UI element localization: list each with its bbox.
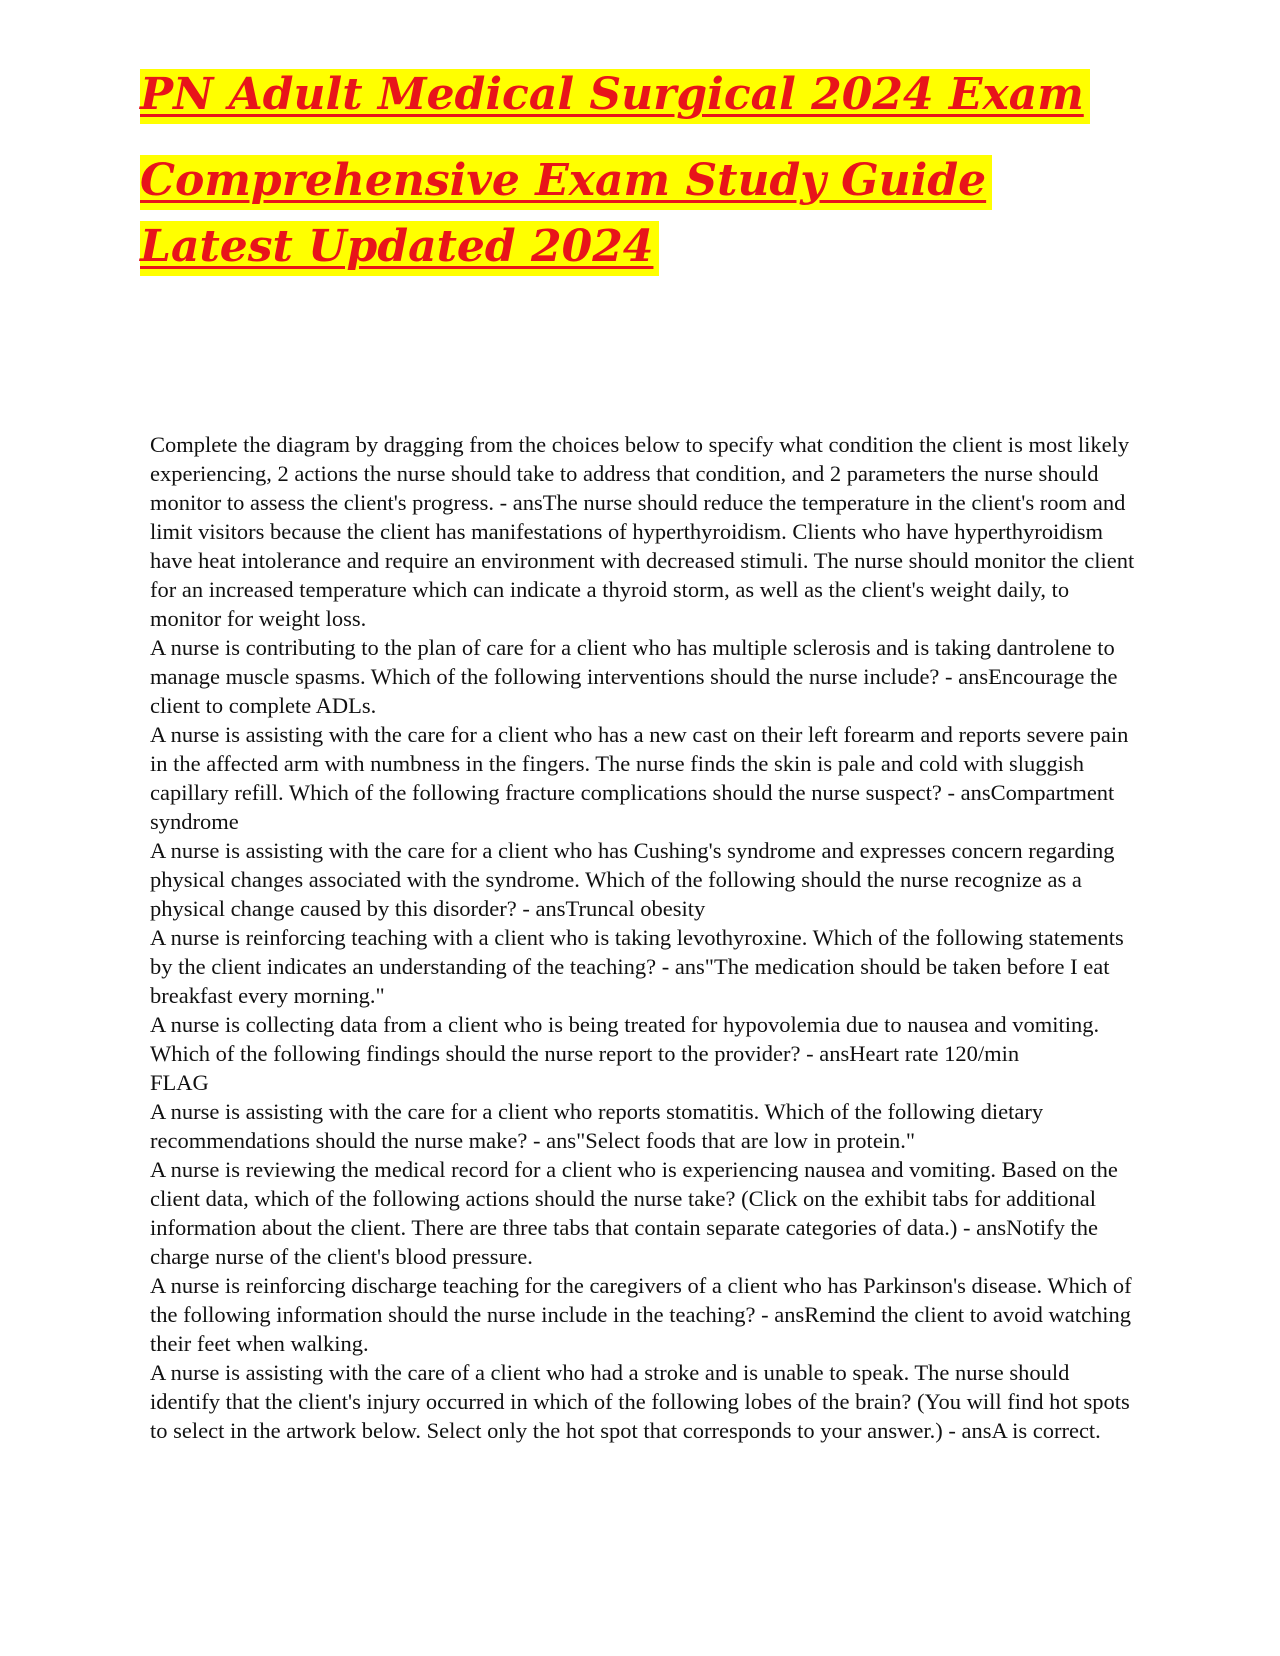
paragraph-stomatitis: A nurse is assisting with the care for a client who reports stomatitis. Which of the following dietary recommendations should the nurse make? - ans"Select foods that are low in protein." — [150, 1099, 1044, 1153]
document-title — [140, 70, 1140, 120]
paragraph-hyperthyroidism: Complete the diagram by dragging from the choices below to specify what condition the client is most likely experiencing, 2 actions the nurse should take to address that condition, and 2 parameters the nurse should monitor to assess the client's progress. - ansThe nurse should reduce the temperature in the client's room and limit visitors because the client has manifestations of hyperthyroidism. Clients who have hyperthyroidism have heat intolerance and require an environment with decreased stimuli. The nurse should monitor the client for an increased temperature which can indicate a thyroid storm, as well as the client's weight daily, to monitor for weight loss. — [150, 432, 1135, 631]
paragraph-cushings: A nurse is assisting with the care for a client who has Cushing's syndrome and expresses concern regarding physical changes associated with the syndrome. Which of the following should the nurse recognize as a physical change caused by this disorder? - ansTruncal obesity — [150, 838, 1115, 921]
paragraph-nausea-vomiting: A nurse is reviewing the medical record for a client who is experiencing nausea and vomiting. Based on the client data, which of the following actions should the nurse take? (Click on the exhibit tabs for additional information about the client. There are three tabs that contain separate categories of data.) - ansNotify the charge nurse of the client's blood pressure. — [150, 1157, 1118, 1269]
paragraph-multiple-sclerosis: A nurse is contributing to the plan of care for a client who has multiple sclerosis and is taking dantrolene to manage muscle spasms. Which of the following interventions should the nurse include? - ansEncourage the client to complete ADLs. — [150, 635, 1118, 718]
document-subtitle-text: Comprehensive Exam Study Guide Latest Updated 2024 — [140, 155, 992, 276]
document-title-text: PN Adult Medical Surgical 2024 Exam — [140, 69, 1090, 124]
paragraph-parkinsons: A nurse is reinforcing discharge teaching for the caregivers of a client who has Parkinson's disease. Which of the following information should the nurse include in the teaching? - ansRemind the client to avoid watching their feet when walking. — [150, 1273, 1132, 1356]
paragraph-levothyroxine: A nurse is reinforcing teaching with a client who is taking levothyroxine. Which of the following statements by the client indicates an understanding of the teaching? - ans"The medication should be taken before I eat breakfast every morning." — [150, 925, 1124, 1008]
document-subtitle — [140, 148, 1140, 280]
document-body — [150, 430, 1140, 1445]
paragraph-hypovolemia: A nurse is collecting data from a client who is being treated for hypovolemia due to nausea and vomiting. Which of the following findings should the nurse report to the provider? - ansHeart rate 120/min — [150, 1012, 1100, 1066]
title-block — [140, 70, 1140, 280]
paragraph-flag: FLAG — [150, 1070, 209, 1095]
paragraph-compartment-syndrome: A nurse is assisting with the care for a client who has a new cast on their left forearm and reports severe pain in the affected arm with numbness in the fingers. The nurse finds the skin is pale and cold with sluggish capillary refill. Which of the following fracture complications should the nurse suspect? - ansCompartment syndrome — [150, 722, 1129, 834]
paragraph-stroke: A nurse is assisting with the care of a client who had a stroke and is unable to speak. The nurse should identify that the client's injury occurred in which of the following lobes of the brain? (You will find hot spots to select in the artwork below. Select only the hot spot that corresponds to your answer.) - ansA is correct. — [150, 1360, 1130, 1443]
